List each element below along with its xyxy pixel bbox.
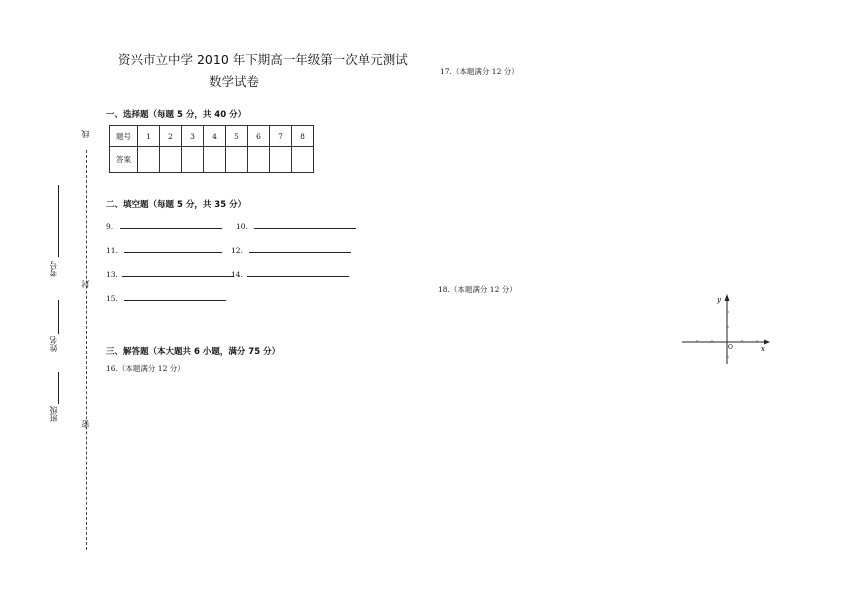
banji-field[interactable] [48,372,62,432]
table-header-label: 题号 [110,126,138,147]
answer-cell[interactable] [292,147,314,173]
blank-line[interactable] [120,220,222,229]
blank-item[interactable] [231,268,349,279]
question-number: 2 [160,126,182,147]
blank-line[interactable] [254,220,356,229]
answer-cell[interactable] [182,147,204,173]
blank-number: 10. [236,222,248,231]
section1-heading: 一、选择题（每题 5 分，共 40 分） [106,110,247,120]
margin-mark-mi: 密 [81,420,90,428]
blank-item[interactable] [106,220,222,231]
answer-cell[interactable] [160,147,182,173]
answer-cell[interactable] [138,147,160,173]
page-title: 资兴市立中学 2010 年下期高一年级第一次单元测试 [118,52,408,67]
section2-heading: 二、填空题（每题 5 分，共 35 分） [106,200,247,210]
x-axis-arrow [764,340,770,345]
question-number: 1 [138,126,160,147]
question-number: 3 [182,126,204,147]
coordinate-axes [680,292,775,367]
blank-number: 12. [231,246,243,255]
xingming-label: 姓名 [49,336,58,352]
question-17: 17.（本题满分 12 分） [440,67,519,76]
question-number: 4 [204,126,226,147]
answer-cell[interactable] [226,147,248,173]
kaohao-field[interactable] [48,185,62,285]
blank-item[interactable] [106,292,226,303]
blank-line[interactable] [247,268,349,277]
xingming-line [58,300,59,334]
banji-label: 班级 [49,406,58,422]
kaohao-label: 考号 [49,261,58,277]
blank-line[interactable] [124,244,222,253]
blank-number: 14. [231,270,243,279]
blank-line[interactable] [249,244,351,253]
blank-item[interactable] [231,244,351,255]
question-18: 18.（本题满分 12 分） [438,285,517,294]
binding-line [86,150,87,550]
question-number: 5 [226,126,248,147]
section3-heading: 三、解答题（本大题共 6 小题，满分 75 分） [106,347,281,357]
answer-cell[interactable] [204,147,226,173]
blank-number: 11. [106,246,118,255]
answer-cell[interactable] [270,147,292,173]
answer-cell[interactable] [248,147,270,173]
margin-mark-feng: 封 [81,280,90,288]
kaohao-line [58,185,59,257]
x-axis-label: x [761,345,765,353]
banji-line [58,372,59,404]
origin-label: O [728,344,733,351]
question-number: 8 [292,126,314,147]
blank-line[interactable] [124,292,226,301]
margin-mark-xian: 线 [81,130,90,138]
question-number: 6 [248,126,270,147]
blank-number: 15. [106,294,118,303]
blank-item[interactable] [106,268,234,279]
page-subtitle: 数学试卷 [209,74,260,89]
blank-line[interactable] [122,268,234,277]
answer-table [109,125,314,173]
question-16: 16.（本题满分 12 分） [106,364,185,373]
question-number: 7 [270,126,292,147]
xingming-field[interactable] [48,300,62,360]
blank-number: 13. [106,270,118,279]
blank-number: 9. [106,222,114,231]
blank-item[interactable] [236,220,356,231]
table-answer-label: 答案 [110,147,138,173]
blank-item[interactable] [106,244,222,255]
y-axis-label: y [717,296,721,304]
y-axis-arrow [725,294,730,301]
